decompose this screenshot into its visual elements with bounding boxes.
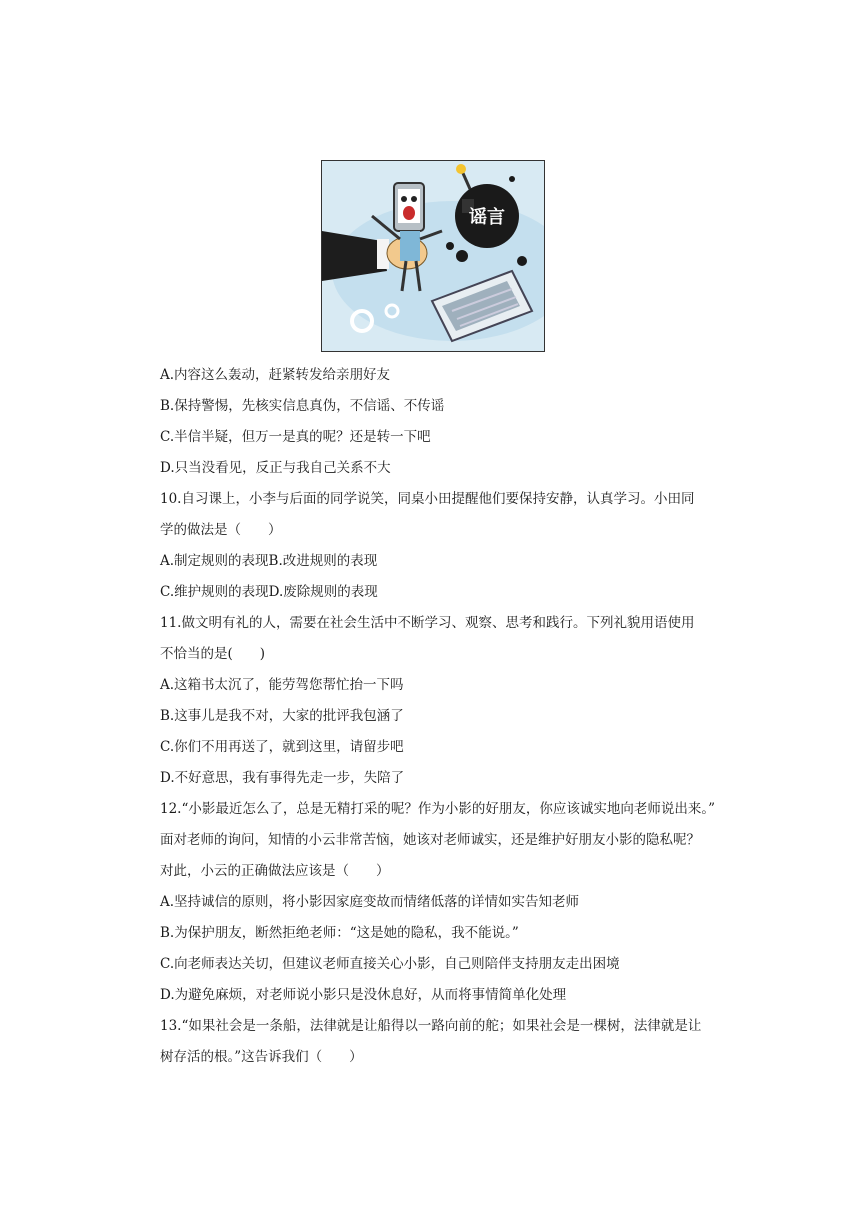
text-line: B.这事儿是我不对，大家的批评我包涵了 xyxy=(160,708,404,724)
cartoon-drawing xyxy=(322,161,544,351)
text-line: 面对老师的询问，知情的小云非常苦恼，她该对老师诚实，还是维护好朋友小影的隐私呢？ xyxy=(160,832,700,848)
ink-splatter-icon xyxy=(456,250,468,262)
text-line: 13.“如果社会是一条船，法律就是让船得以一路向前的舵；如果社会是一棵树，法律就是让 xyxy=(160,1018,702,1034)
text-line: D.为避免麻烦，对老师说小影只是没休息好，从而将事情简单化处理 xyxy=(160,987,567,1003)
rumor-cartoon-illustration xyxy=(321,160,545,352)
text-line: C.半信半疑，但万一是真的呢？还是转一下吧 xyxy=(160,429,431,445)
text-line: A.这箱书太沉了，能劳驾您帮忙抬一下吗 xyxy=(160,677,404,693)
text-line: B.保持警惕，先核实信息真伪，不信谣、不传谣 xyxy=(160,398,445,414)
ink-splatter-icon xyxy=(446,242,454,250)
text-line: D.只当没看见，反正与我自己关系不大 xyxy=(160,460,391,476)
question-text-block xyxy=(160,360,720,1073)
text-line: B.为保护朋友，断然拒绝老师：“这是她的隐私，我不能说。” xyxy=(160,925,519,941)
text-line: 对此，小云的正确做法应该是（ ） xyxy=(160,863,390,879)
text-line: A.内容这么轰动，赶紧转发给亲朋好友 xyxy=(160,367,391,383)
text-line: 不恰当的是( ) xyxy=(160,646,266,662)
ink-splatter-icon xyxy=(517,256,527,266)
text-line: C.你们不用再送了，就到这里，请留步吧 xyxy=(160,739,404,755)
text-line: 12.“小影最近怎么了，总是无精打采的呢？作为小影的好朋友，你应该诚实地向老师说出来。” xyxy=(160,801,716,817)
text-line: A.坚持诚信的原则，将小影因家庭变故而情绪低落的详情如实告知老师 xyxy=(160,894,580,910)
text-line: 树存活的根。”这告诉我们（ ） xyxy=(160,1049,363,1065)
text-line: 11.做文明有礼的人，需要在社会生活中不断学习、观察、思考和践行。下列礼貌用语使用 xyxy=(160,615,695,631)
bomb-icon xyxy=(455,164,519,248)
text-line: 学的做法是（ ） xyxy=(160,522,282,538)
ink-splatter-icon xyxy=(509,176,515,182)
text-line: C.向老师表达关切，但建议老师直接关心小影，自己则陪伴支持朋友走出困境 xyxy=(160,956,620,972)
bomb-label: 谣言 xyxy=(469,207,505,228)
text-line: C.维护规则的表现D.废除规则的表现 xyxy=(160,584,378,600)
text-line: 10.自习课上，小李与后面的同学说笑，同桌小田提醒他们要保持安静，认真学习。小田同 xyxy=(160,491,695,507)
text-line: A.制定规则的表现B.改进规则的表现 xyxy=(160,553,378,569)
text-line: D.不好意思，我有事得先走一步，失陪了 xyxy=(160,770,405,786)
